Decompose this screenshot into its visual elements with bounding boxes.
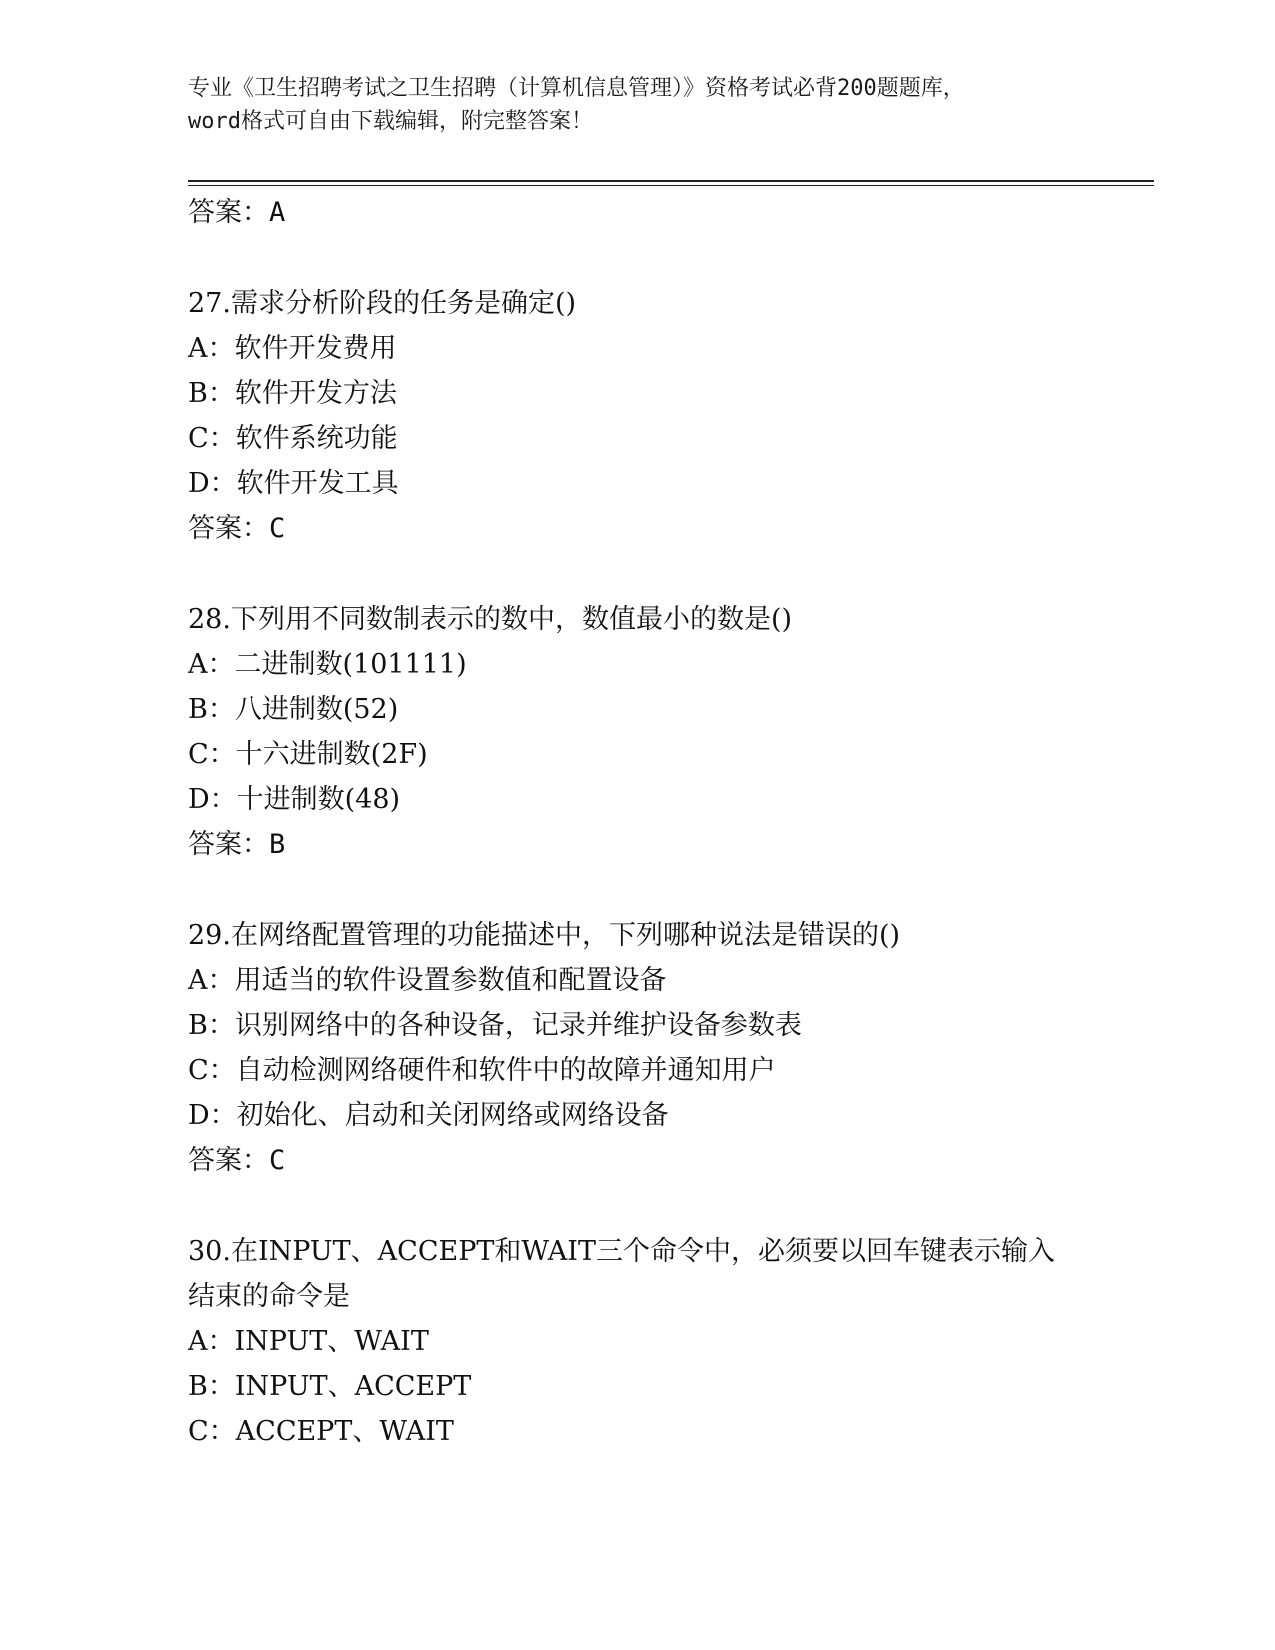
option-c: C：ACCEPT、WAIT xyxy=(188,1416,454,1447)
question-stem: 28.下列用不同数制表示的数中，数值最小的数是() xyxy=(188,604,793,635)
option-b: B：软件开发方法 xyxy=(188,378,397,409)
question-stem: 30.在INPUT、ACCEPT和WAIT三个命令中，必须要以回车键表示输入结束的命令是 xyxy=(188,1236,1055,1312)
question-stem: 27.需求分析阶段的任务是确定() xyxy=(188,288,577,319)
question-list xyxy=(188,190,1154,1454)
question-27 xyxy=(188,281,1154,551)
header-title-line2: word格式可自由下载编辑，附完整答案！ xyxy=(188,109,593,134)
option-c: C：软件系统功能 xyxy=(188,423,398,454)
answer-line: 答案：B xyxy=(188,829,286,860)
option-a: A：软件开发费用 xyxy=(188,333,397,364)
option-c: C：十六进制数(2F) xyxy=(188,739,428,770)
option-a: A：INPUT、WAIT xyxy=(188,1326,429,1357)
option-a: A：用适当的软件设置参数值和配置设备 xyxy=(188,965,667,996)
option-b: B：八进制数(52) xyxy=(188,694,399,725)
question-28 xyxy=(188,597,1154,867)
option-a: A：二进制数(101111) xyxy=(188,649,467,680)
previous-answer: 答案：A xyxy=(188,197,286,228)
option-c: C：自动检测网络硬件和软件中的故障并通知用户 xyxy=(188,1055,776,1086)
answer-line: 答案：C xyxy=(188,513,286,544)
document-header xyxy=(188,72,1088,138)
question-30 xyxy=(188,1229,1154,1454)
option-d: D：十进制数(48) xyxy=(188,784,401,815)
header-rule-thick xyxy=(188,180,1154,182)
header-rule-thin xyxy=(188,185,1154,186)
option-d: D：软件开发工具 xyxy=(188,468,399,499)
question-29 xyxy=(188,913,1154,1183)
question-stem: 29.在网络配置管理的功能描述中，下列哪种说法是错误的() xyxy=(188,920,901,951)
option-d: D：初始化、启动和关闭网络或网络设备 xyxy=(188,1100,669,1131)
header-title-line1: 专业《卫生招聘考试之卫生招聘（计算机信息管理）》资格考试必背200题题库， xyxy=(188,76,965,101)
option-b: B：INPUT、ACCEPT xyxy=(188,1371,472,1402)
answer-line: 答案：C xyxy=(188,1145,286,1176)
option-b: B：识别网络中的各种设备，记录并维护设备参数表 xyxy=(188,1010,802,1041)
